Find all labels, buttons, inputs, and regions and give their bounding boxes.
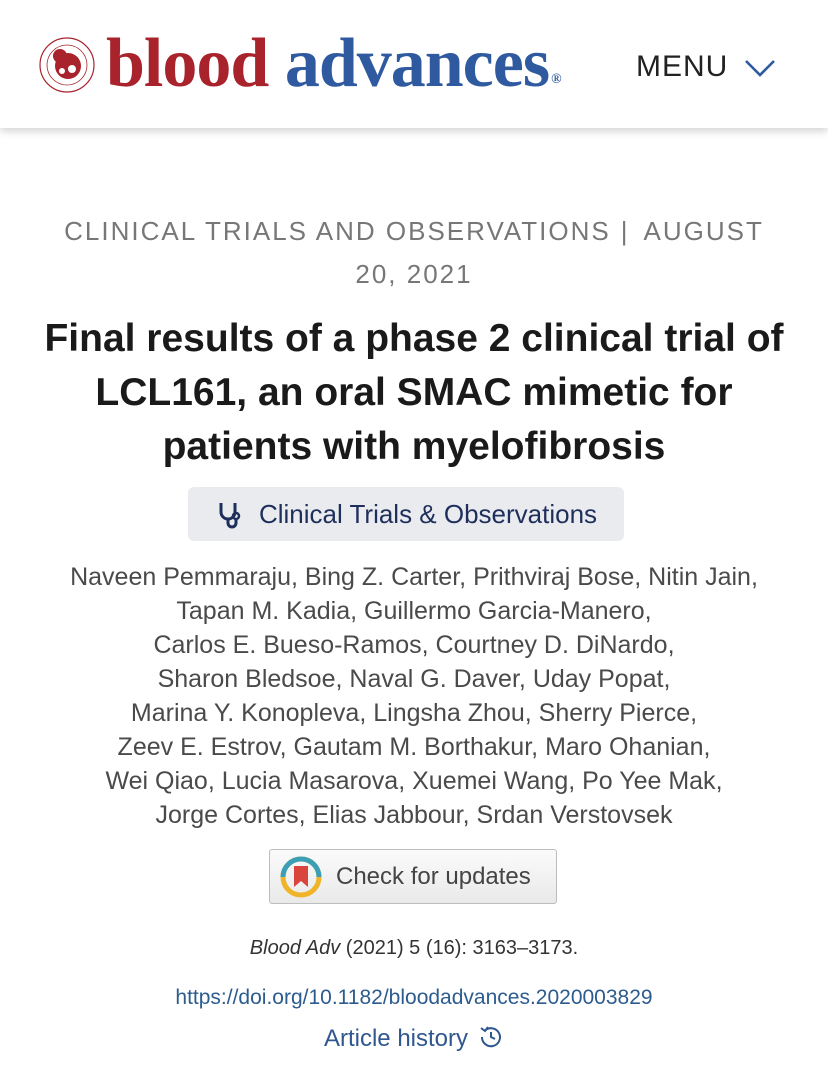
author-link[interactable]: Courtney D. DiNardo — [435, 631, 668, 659]
article-type-badge[interactable] — [188, 487, 624, 541]
crossmark-icon — [280, 856, 322, 898]
author-link[interactable]: Naveen Pemmaraju — [70, 563, 292, 591]
author-link[interactable]: Carlos E. Bueso-Ramos — [153, 631, 422, 659]
check-for-updates-button[interactable] — [269, 849, 557, 904]
author-link[interactable]: Zeev E. Estrov — [117, 733, 280, 761]
history-clock-icon — [478, 1024, 504, 1050]
logo-word-advances: advances — [284, 25, 550, 102]
author-link[interactable]: Maro Ohanian — [545, 733, 704, 761]
author-link[interactable]: Prithviraj Bose — [473, 563, 635, 591]
author-list: Naveen Pemmaraju, Bing Z. Carter, Prithviraj Bose, Nitin Jain, Tapan M. Kadia, Guillermo Garcia-Manero, Carlos E. Bueso-Ramos, Courtney D. DiNardo, Sharon Bledsoe, Naval G. Daver, Uday Popat, Marina Y. Konopleva, Lingsha Zhou, Sherry Pierce, Zeev E. Estrov, Gautam M. Borthakur, Maro Ohanian, Wei Qiao, Lucia Masarova, Xuemei Wang, Po Yee Mak, Jorge Cortes, Elias Jabbour, Srdan Verstovsek — [70, 563, 758, 829]
article-history-link[interactable] — [20, 1023, 808, 1055]
doi-link[interactable]: https://doi.org/10.1182/bloodadvances.2020003829 — [175, 986, 653, 1009]
author-link[interactable]: Bing Z. Carter — [304, 563, 460, 591]
author-link[interactable]: Po Yee Mak — [582, 767, 716, 795]
author-link[interactable]: Gautam M. Borthakur — [293, 733, 532, 761]
author-link[interactable]: Tapan M. Kadia — [176, 597, 351, 625]
author-link[interactable]: Nitin Jain — [648, 563, 751, 591]
article-history-label: Article history — [323, 1025, 469, 1052]
author-link[interactable]: Marina Y. Konopleva — [130, 699, 360, 727]
site-logo[interactable] — [106, 24, 561, 104]
publication-date: AUGUST 20, 2021 — [355, 216, 764, 289]
article-section[interactable]: CLINICAL TRIALS AND OBSERVATIONS — [64, 216, 611, 246]
article-title: Final results of a phase 2 clinical trial of LCL161, an oral SMAC mimetic for patients with myelofibrosis — [44, 317, 784, 468]
author-link[interactable]: Elias Jabbour — [312, 801, 463, 829]
author-link[interactable]: Jorge Cortes — [155, 801, 299, 829]
author-link[interactable]: Naval G. Daver — [349, 665, 519, 693]
article-type-label: Clinical Trials & Observations — [258, 498, 598, 529]
author-link[interactable]: Lucia Masarova — [221, 767, 399, 795]
author-link[interactable]: Xuemei Wang — [412, 767, 569, 795]
chevron-down-icon — [744, 58, 776, 78]
citation — [20, 934, 808, 962]
site-header — [0, 0, 828, 128]
author-link[interactable]: Guillermo Garcia-Manero — [364, 597, 645, 625]
author-link[interactable]: Sherry Pierce — [538, 699, 691, 727]
logo-registered-mark: ® — [551, 72, 561, 87]
author-link[interactable]: Sharon Bledsoe — [157, 665, 336, 693]
author-link[interactable]: Uday Popat — [532, 665, 664, 693]
logo-word-blood: blood — [106, 25, 269, 102]
citation-details: (2021) 5 (16): 3163–3173. — [345, 937, 579, 959]
check-for-updates-label: Check for updates — [336, 862, 531, 890]
author-link[interactable]: Lingsha Zhou — [373, 699, 525, 727]
author-link[interactable]: Wei Qiao — [105, 767, 208, 795]
menu-label: MENU — [636, 50, 729, 83]
american-society-of-hematology-seal-icon[interactable] — [38, 36, 96, 94]
menu-button[interactable] — [636, 50, 776, 84]
author-link[interactable]: Srdan Verstovsek — [476, 801, 673, 829]
citation-journal: Blood Adv — [249, 937, 341, 959]
article-meta — [40, 210, 788, 296]
meta-separator: | — [620, 216, 630, 246]
stethoscope-icon — [215, 499, 245, 529]
